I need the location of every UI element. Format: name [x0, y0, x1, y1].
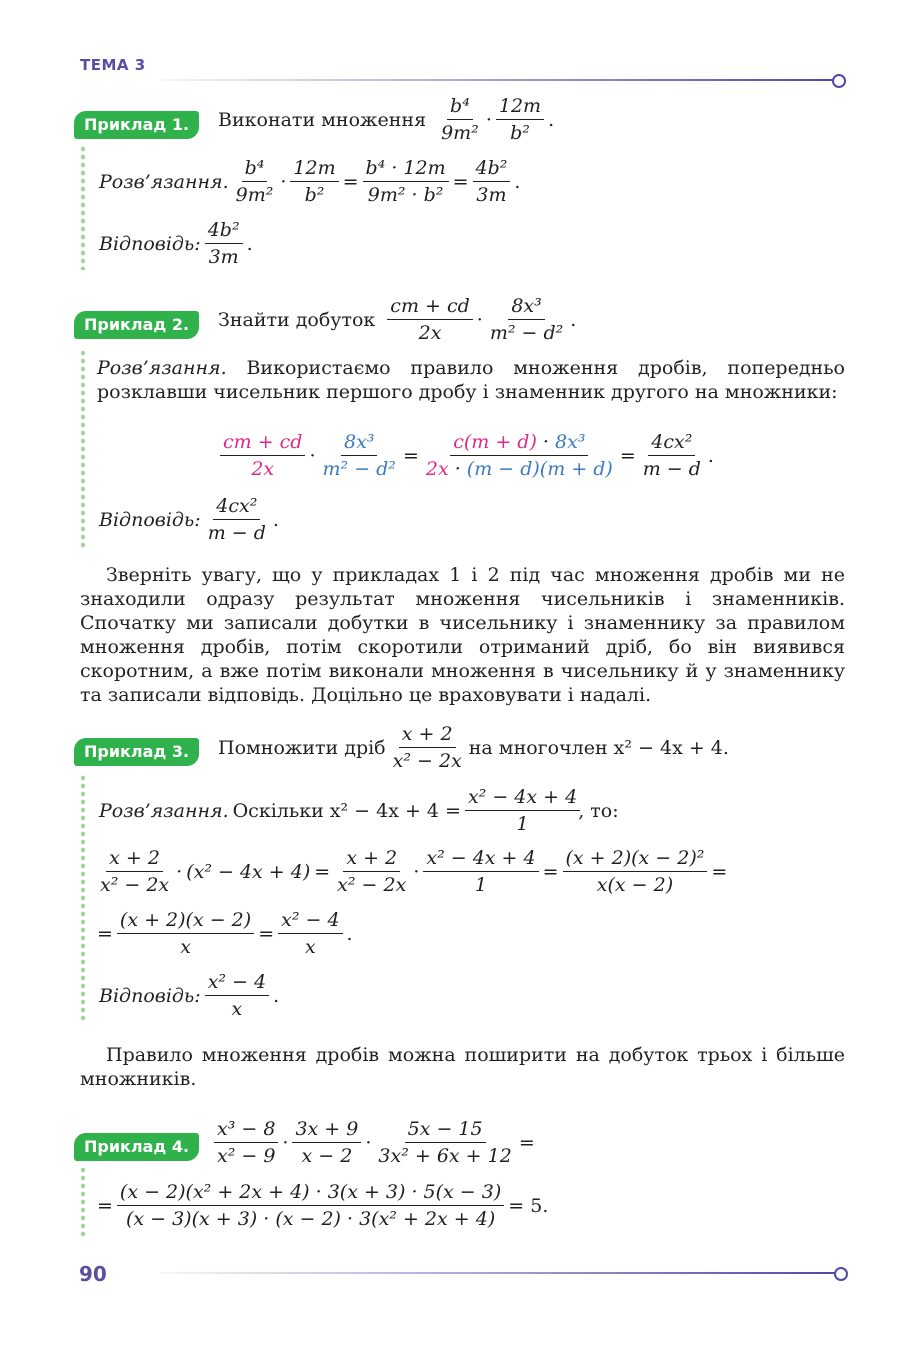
- fraction: $\frac{\text{x² − 4x + 4}}{1}$: [423, 846, 538, 897]
- example-4-expression: $\frac{\text{x³ − 8}}{\text{x² − 9}}$ · $\frac{3x + 9}{x - 2}$ · $\frac{5x - 15}{\text{3x² + 6x + 12}}$ =: [212, 1117, 537, 1168]
- topic-header: ТЕМА 3: [80, 56, 146, 74]
- example-4-dots: [81, 1166, 85, 1238]
- fraction: $\frac{x + 2}{\text{x² − 2x}}$: [337, 847, 407, 896]
- example-3-derivation-2: = $\frac{(x + 2)(x - 2)}{x}$ = $\frac{\text{x² − 4}}{x}$ .: [97, 909, 353, 958]
- example-4-derivation: = $\frac{\text{(x − 2)(x² + 2x + 4) · 3(x + 3) · 5(x − 3)}}{\text{(x − 3)(x + 3) · (x − 2) · 3(x² + 2x + 4)}}$ = 5.: [97, 1181, 549, 1230]
- fraction: $\frac{\text{8x³}}{\text{m² − d²}}$: [322, 431, 396, 480]
- example-2-task-text: Знайти добуток: [218, 308, 376, 331]
- solution-label: Розв’язання.: [99, 170, 229, 193]
- fraction: $\frac{5x - 15}{\text{3x² + 6x + 12}}$: [378, 1118, 512, 1167]
- example-4-badge: Приклад 4.: [74, 1133, 199, 1161]
- fraction: $\frac{\text{b⁴}}{\text{9m²}}$: [235, 157, 274, 206]
- example-3-badge: Приклад 3.: [74, 738, 199, 766]
- fraction: $\frac{\text{4cx²}}{m - d}$: [207, 495, 266, 544]
- fraction: $\frac{12m}{\text{b²}}$: [290, 156, 338, 207]
- example-4-result: = 5.: [508, 1194, 549, 1217]
- fraction: $\frac{3x + 9}{x - 2}$: [292, 1117, 361, 1168]
- example-2-solution-text: [97, 356, 845, 404]
- fraction: $\frac{\text{c(m + d) · 8x³}}{2x \cdot (m - d)(m + d)}$: [425, 431, 613, 480]
- note-paragraph: Зверніть увагу, що у прикладах 1 і 2 під час множення дробів ми не знаходили одразу результат множення чисельників і знаменників. Спочатку ми записали добутки в чисельнику і знаменнику за правилом множення дробів, потім скоротили отриманий дріб, бо він виявився скоротним, а вже потім виконали множення в чисельнику й у знаменнику та записали відповідь. Доцільно це враховувати і надалі.: [80, 564, 845, 706]
- fraction: $\frac{\text{(x − 2)(x² + 2x + 4) · 3(x + 3) · 5(x − 3)}}{\text{(x − 3)(x + 3) · (x − 2) · 3(x² + 2x + 4)}}$: [117, 1180, 504, 1231]
- example-1-solution: Розв’язання. $\frac{\text{b⁴}}{\text{9m²}}$ · $\frac{12m}{\text{b²}}$ = $\frac{\text{b⁴ · 12m}}{\text{9m² · b²}}$ = $\frac{\text{4b²}}{3m}$ .: [99, 157, 521, 206]
- footer-rule-end-icon: [834, 1267, 848, 1281]
- fraction: $\frac{\text{4cx²}}{m - d}$: [642, 431, 701, 480]
- solution-label: Розв’язання.: [99, 799, 229, 822]
- example-2-dots: [81, 349, 85, 549]
- example-2-task: Знайти добуток $\frac{cm + cd}{2x}$ · $\frac{\text{8x³}}{\text{m² − d²}}$ .: [218, 295, 577, 344]
- example-3-task-text: Помножити дріб: [218, 736, 386, 759]
- fraction: $\frac{(x + 2)(x - 2)}{x}$: [117, 908, 254, 959]
- header-rule-end-icon: [832, 74, 846, 88]
- example-3-derivation-1: $\frac{x + 2}{\text{x² − 2x}}$ · (x² − 4x + 4) = $\frac{x + 2}{\text{x² − 2x}}$ · $\frac{\text{x² − 4x + 4}}{1}$ = $\frac{\text{(x + 2)(x − 2)²}}{x(x - 2)}$ =: [95, 846, 729, 897]
- rule-paragraph: Правило множення дробів можна поширити на добуток трьох і більше множників.: [80, 1044, 845, 1090]
- footer-rule: [160, 1272, 836, 1274]
- fraction: $\frac{\text{x² − 4}}{x}$: [278, 908, 342, 959]
- fraction: $\frac{\text{x² − 4}}{x}$: [205, 970, 269, 1021]
- example-3-task: [216, 722, 731, 773]
- fraction: $\frac{\text{x² − 4x + 4}}{1}$: [465, 785, 580, 836]
- answer-label: Відповідь:: [99, 508, 201, 531]
- example-1-task-text: Виконати множення: [218, 108, 427, 131]
- answer-label: Відповідь:: [99, 232, 201, 255]
- polynomial: (x² − 4x + 4): [186, 860, 311, 883]
- fraction: $\frac{\text{b⁴}}{\text{9m²}}$: [441, 95, 479, 144]
- answer-label: Відповідь:: [99, 984, 201, 1007]
- example-3-solution-then: , то:: [578, 799, 619, 822]
- fraction: $\frac{\text{8x³}}{\text{m² − d²}}$: [489, 295, 564, 344]
- fraction: $\frac{\text{4b²}}{3m}$: [205, 218, 243, 269]
- example-2-explanation: Використаємо правило множення дробів, попередньо розклавши чисельник першого дробу і знаменник другого на множники:: [97, 357, 845, 403]
- example-3-solution-text: Оскільки x² − 4x + 4 =: [232, 799, 461, 822]
- example-1-badge: Приклад 1.: [74, 111, 199, 139]
- fraction: $\frac{\text{b⁴ · 12m}}{\text{9m² · b²}}$: [363, 156, 449, 207]
- example-3-solution: [97, 785, 621, 836]
- header-rule: [162, 79, 834, 81]
- fraction: $\frac{cm + cd}{2x}$: [387, 294, 472, 345]
- page-number: 90: [79, 1262, 107, 1286]
- fraction: $\frac{12m}{\text{b²}}$: [496, 94, 544, 145]
- example-2-derivation: $\frac{cm + cd}{2x}$ · $\frac{\text{8x³}}{\text{m² − d²}}$ = $\frac{\text{c(m + d) · 8x³}}{2x \cdot (m - d)(m + d)}$ = $\frac{\text{4cx²}}{m - d}$ .: [218, 430, 716, 481]
- example-3-answer: Відповідь: $\frac{\text{x² − 4}}{x}$ .: [99, 971, 280, 1020]
- fraction: $\frac{\text{x³ − 8}}{\text{x² − 9}}$: [214, 1117, 278, 1168]
- example-2-answer: Відповідь: $\frac{\text{4cx²}}{m - d}$ .: [99, 495, 279, 544]
- solution-label: Розв’язання.: [97, 357, 227, 379]
- fraction: $\frac{cm + cd}{2x}$: [220, 430, 305, 481]
- example-1-answer: Відповідь: $\frac{\text{4b²}}{3m}$ .: [99, 219, 253, 268]
- fraction: $\frac{x + 2}{\text{x² − 2x}}$: [392, 723, 462, 772]
- fraction: $\frac{\text{(x + 2)(x − 2)²}}{x(x - 2)}$: [563, 846, 708, 897]
- example-1-task: Виконати множення $\frac{\text{b⁴}}{\text{9m²}}$ · $\frac{12m}{\text{b²}}$ .: [218, 95, 555, 144]
- fraction: $\frac{\text{4b²}}{3m}$: [473, 156, 511, 207]
- example-2-badge: Приклад 2.: [74, 311, 199, 339]
- example-1-dots: [81, 145, 85, 270]
- fraction: $\frac{x + 2}{\text{x² − 2x}}$: [100, 847, 170, 896]
- example-3-task-text-2: на многочлен x² − 4x + 4.: [468, 736, 729, 759]
- example-3-dots: [81, 774, 85, 1022]
